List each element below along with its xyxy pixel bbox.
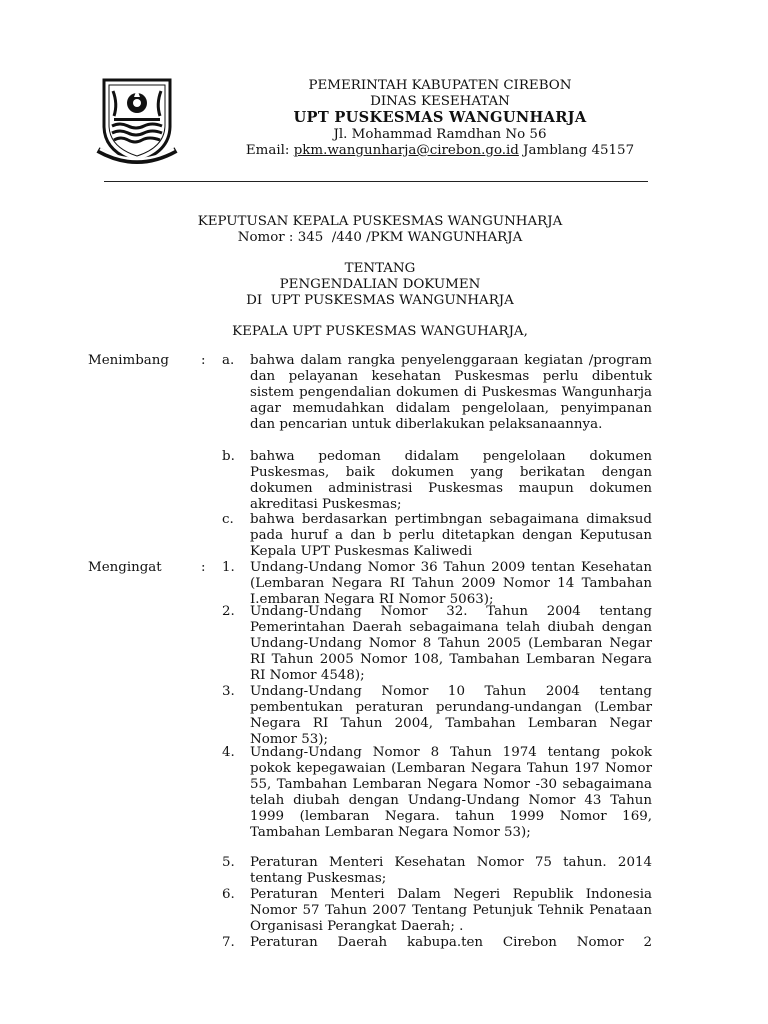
mengingat-marker-7: 7. — [222, 935, 235, 950]
menimbang-item-b: bahwa pedoman didalam pengelolaan dokumen Puskesmas, baik dokumen yang berikatan dengan dokumen administrasi Puskesmas maupun dokumen akreditasi Puskesmas; — [250, 449, 652, 513]
mengingat-label: Mengingat — [88, 560, 162, 575]
mengingat-item-4: Undang-Undang Nomor 8 Tahun 1974 tentang pokok pokok kepegawaian (Lembaran Negara Tahun 197 Nomor 55, Tambahan Lembaran Negara Nomor -30 sebagaimana telah diubah dengan Undang-Undang Nomor 43 Tahun 1999 (lembaran Negara. tahun 1999 Nomor 169, Tambahan Lembaran Negara Nomor 53); — [250, 745, 652, 841]
tentang-heading: TENTANG — [344, 261, 416, 276]
menimbang-item-c: bahwa berdasarkan pertimbngan sebagaimana dimaksud pada huruf a dan b perlu ditetapkan dengan Keputusan Kepala UPT Puskesmas Kaliwedi — [250, 512, 652, 560]
mengingat-item-1: Undang-Undang Nomor 36 Tahun 2009 tentan Kesehatan (Lembaran Negara RI Tahun 2009 Nomor 14 Tambahan I.embaran Negara RI Nomor 5063); — [250, 560, 652, 608]
menimbang-colon: : — [201, 353, 206, 368]
letterhead-divider — [104, 181, 648, 182]
menimbang-marker-a: a. — [222, 353, 235, 368]
mengingat-marker-3: 3. — [222, 684, 235, 699]
letterhead-institution: UPT PUSKESMAS WANGUNHARJA — [293, 109, 587, 126]
mengingat-marker-6: 6. — [222, 887, 235, 902]
mengingat-marker-4: 4. — [222, 745, 235, 760]
mengingat-marker-5: 5. — [222, 855, 235, 870]
postal-location: Jamblang 45157 — [518, 143, 635, 158]
mengingat-item-3: Undang-Undang Nomor 10 Tahun 2004 tentang pembentukan peraturan perundang-undangan (Lembar Negara RI Tahun 2004, Tambahan Lembaran Negar Nomor 53); — [250, 684, 652, 748]
mengingat-marker-1: 1. — [222, 560, 235, 575]
mengingat-item-7: Peraturan Daerah kabupa.ten Cirebon Nomor 2 — [250, 935, 652, 950]
decree-subject-line1: PENGENDALIAN DOKUMEN — [279, 277, 481, 292]
mengingat-colon: : — [201, 560, 206, 575]
decree-number: Nomor : 345 /440 /PKM WANGUNHARJA — [237, 230, 523, 245]
email-prefix: Email: — [245, 143, 294, 158]
issuing-official: KEPALA UPT PUSKESMAS WANGUHARJA, — [232, 324, 528, 339]
letterhead-department: DINAS KESEHATAN — [370, 94, 510, 109]
email-link[interactable]: pkm.wangunharja@cirebon.go.id — [293, 143, 519, 158]
mengingat-item-6: Peraturan Menteri Dalam Negeri Republik Indonesia Nomor 57 Tahun 2007 Tentang Petunjuk Tehnik Penataan Organisasi Perangkat Daerah; . — [250, 887, 652, 935]
cirebon-emblem-logo — [96, 76, 178, 168]
menimbang-marker-b: b. — [222, 449, 235, 464]
menimbang-marker-c: c. — [222, 512, 234, 527]
menimbang-item-a: bahwa dalam rangka penyelenggaraan kegiatan /program dan pelayanan kesehatan Puskesmas perlu dibentuk sistem pengendalian dokumen di Puskesmas Wangunharja agar memudahkan didalam pengelolaan, penyimpanan dan pencarian untuk diberlakukan pelaksanaannya. — [250, 353, 652, 433]
letterhead-government: PEMERINTAH KABUPATEN CIREBON — [308, 78, 572, 93]
mengingat-marker-2: 2. — [222, 604, 235, 619]
mengingat-item-5: Peraturan Menteri Kesehatan Nomor 75 tahun. 2014 tentang Puskesmas; — [250, 855, 652, 887]
decree-title: KEPUTUSAN KEPALA PUSKESMAS WANGUNHARJA — [197, 214, 563, 229]
menimbang-label: Menimbang — [88, 353, 169, 368]
letterhead-contact — [220, 143, 660, 159]
mengingat-item-2: Undang-Undang Nomor 32. Tahun 2004 tentang Pemerintahan Daerah sebagaimana telah diubah dengan Undang-Undang Nomor 8 Tahun 2005 (Lembaran Negar RI Tahun 2005 Nomor 108, Tambahan Lembaran Negara RI Nomor 4548); — [250, 604, 652, 684]
decree-subject-line2: DI UPT PUSKESMAS WANGUNHARJA — [246, 293, 514, 308]
letterhead-address: Jl. Mohammad Ramdhan No 56 — [333, 127, 547, 142]
